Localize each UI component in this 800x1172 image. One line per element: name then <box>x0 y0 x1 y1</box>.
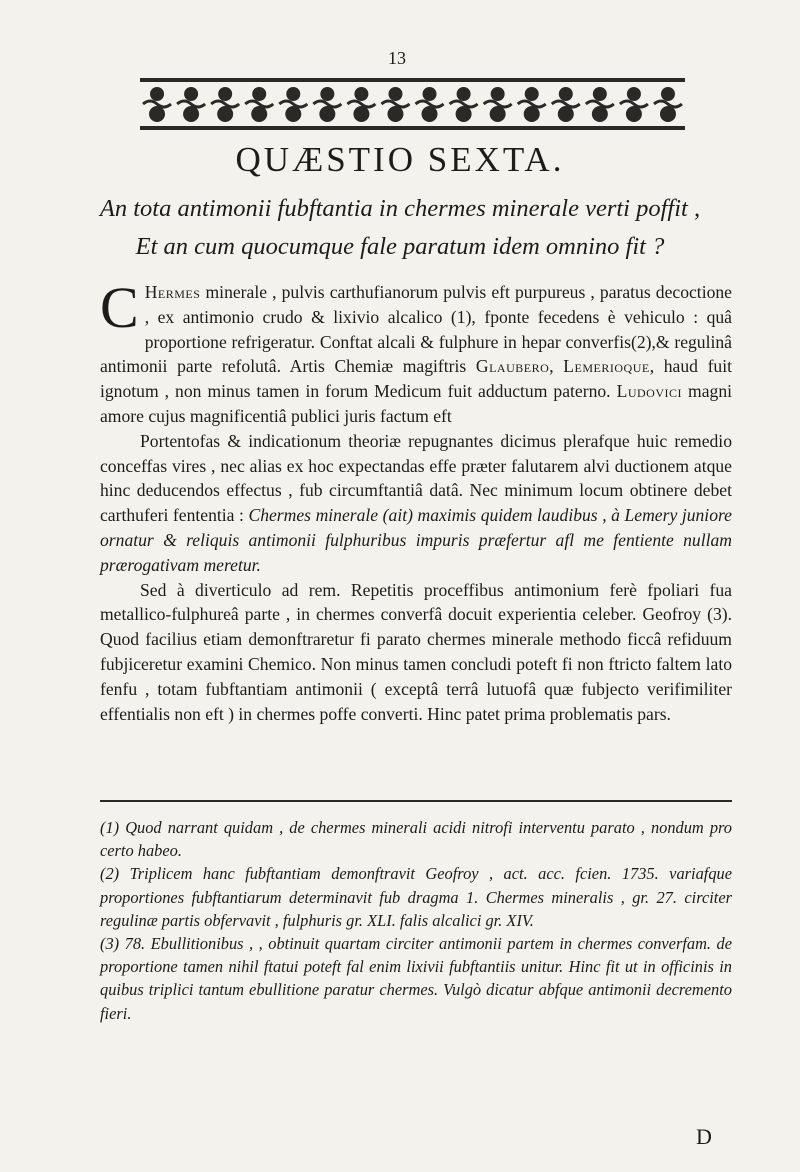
footnote-rule <box>100 800 732 802</box>
footnote-2: (2) Triplicem hanc fubftantiam demonftravit Geofroy , act. acc. fcien. 1735. variafque proportiones fubftantiarum determinavit fub dragma 1. Chermes mineralis , gr. 27. circiter regulinæ partis obfervavit , fulphuris gr. XLI. falis alcalici gr. XIV. <box>100 864 732 930</box>
main-body-text <box>100 275 732 726</box>
footnotes <box>100 816 732 1025</box>
name-glaubero: Glaubero <box>475 356 550 377</box>
name-lemery: Lemerioque <box>563 356 650 377</box>
separator: , <box>549 356 564 377</box>
question-subtitle-line-2: Et an cum quocumque fale paratum idem omnino fit ? <box>135 233 665 260</box>
question-subtitle-line-1: An tota antimonii fubftantia in chermes minerale verti poffit , <box>99 195 701 222</box>
paragraph-3: Sed à diverticulo ad rem. Repetitis proceffibus antimonium ferè fpoliari fua metallico-fulphureâ parte , in chermes converfâ docuit experientia celeber. Geofroy (3). Quod facilius etiam demonftraretur fi parato chermes minerale methodo ficcâ refiduum fubjiceretur examini Chemico. Non minus tamen concludi poteft fi non ftricto faltem lato fenfu , totam fubftantiam antimonii ( exceptâ terrâ lutuofâ quæ fubjecto verifimiliter effentialis non eft ) in chermes poffe converti. Hinc patet prima problematis pars. <box>100 579 732 724</box>
page-title: QUÆSTIO SEXTA. <box>235 140 565 179</box>
drop-cap: C <box>100 275 139 340</box>
footnote-1: (1) Quod narrant quidam , de chermes minerali acidi nitrofi interventu parato , nondum pro certo habeo. <box>100 818 732 861</box>
paragraph-2 <box>100 429 732 578</box>
footnote-3: (3) 78. Ebullitionibus , , obtinuit quartam circiter antimonii partem in chermes converfam. de proportione tamen nihil ftatui poteft fal enim lixivii fubftantiis unitur. Hinc fit ut in officinis in quibus triplici tantum ebullitione paratur chermes. Vulgò dicatur abfque antimonii decremento fieri. <box>100 934 732 1023</box>
name-hermes: Hermes <box>144 282 201 302</box>
paragraph-1-text-c: magni amore cujus magnificentiâ publici juris factum eft <box>100 381 732 426</box>
paragraph-2-text: Portentofas & indicationum theoriæ repugnantes dicimus plerafque huic remedio conceffas vires , nec alias ex hoc expectandas effe præter falutarem alvi ductionem atque hinc deducendos effectus , fub circumftantiâ datâ. Nec minimum locum obtinere debet carthuferi fententia : <box>100 430 732 526</box>
ornamental-headpiece <box>140 76 685 132</box>
name-ludovici: Ludovici <box>616 381 683 402</box>
paragraph-1-text-a: minerale , pulvis carthufianorum pulvis eft purpureus , paratus decoctione , ex antimonio crudo & lixivio alcalico (1), fponte fecedens è vehiculo : quâ proportione refrigeratur. Conftat alcali & fulphure in hepar converfis(2),& regulinâ antimonii parte refolutâ. Artis Chemiæ magiftris <box>100 282 732 377</box>
paragraph-1 <box>100 275 732 429</box>
catchword: D <box>696 1124 712 1149</box>
quotation: Chermes minerale (ait) maximis quidem laudibus , à Lemery juniore ornatur & reliquis antimonii fulphuribus impuris præfertur afl me fentiente nullam prærogativam meretur. <box>100 505 732 575</box>
page-number: 13 <box>388 48 406 68</box>
paragraph-1-text-b: , haud fuit ignotum , non minus tamen in forum Medicum fuit adductum paterno. <box>100 356 732 402</box>
